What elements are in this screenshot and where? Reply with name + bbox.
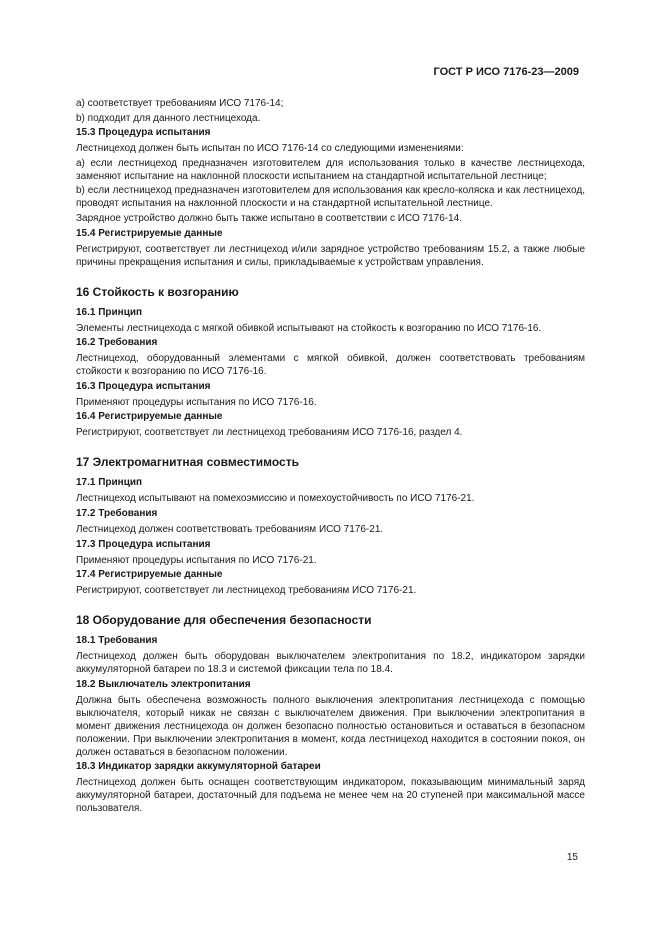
heading-16-4: 16.4 Регистрируемые данные (76, 411, 223, 423)
section-title-16: 16 Стойкость к возгоранию (76, 284, 239, 299)
list-item-a: а) соответствует требованиям ИСО 7176-14; (76, 98, 284, 109)
heading-18-1: 18.1 Требования (76, 635, 158, 647)
paragraph-18-1: Лестницеход должен быть оборудован выключателем электропитания по 18.2, индикатором зарядки аккумуляторной батареи по 18.3 и системой фиксации тела по 18.4. (76, 651, 585, 676)
heading-15-4: 15.4 Регистрируемые данные (76, 227, 223, 239)
heading-17-3: 17.3 Процедура испытания (76, 538, 211, 550)
paragraph-16-2: Лестницеход, оборудованный элементами с мягкой обивкой, должен соответствовать требованиям стойкости к возгоранию по ИСО 7176-16. (76, 353, 585, 378)
section-title-17: 17 Электромагнитная совместимость (76, 455, 299, 470)
paragraph-17-4: Регистрируют, соответствует ли лестницеход требованиям ИСО 7176-21. (76, 585, 417, 597)
paragraph-15-3-1: Лестницеход должен быть испытан по ИСО 7176-14 со следующими изменениями: (76, 143, 464, 155)
heading-17-2: 17.2 Требования (76, 507, 158, 519)
paragraph-18-2: Должна быть обеспечена возможность полного выключения электропитания лестницехода с помощью выключателя, который никак не связан с выключателем движения. При выключении электропитания в момент движения лестницехода он должен безопасно полностью остановиться и оставаться в безопасном положении. При выключении электропитания в момент, когда лестницеход находится в состоянии покоя, он должен оставаться в безопасном положении. (76, 694, 585, 758)
paragraph-16-3: Применяют процедуры испытания по ИСО 7176-16. (76, 396, 317, 408)
heading-15-3: 15.3 Процедура испытания (76, 127, 211, 139)
paragraph-16-1: Элементы лестницехода с мягкой обивкой испытывают на стойкость к возгоранию по ИСО 7176-16. (76, 322, 542, 334)
paragraph-15-3-4: Зарядное устройство должно быть также испытано в соответствии с ИСО 7176-14. (76, 212, 463, 224)
document-code-header: ГОСТ Р ИСО 7176-23—2009 (433, 66, 579, 78)
page-content (76, 97, 585, 817)
heading-16-1: 16.1 Принцип (76, 306, 143, 318)
paragraph-17-1: Лестницеход испытывают на помехоэмиссию и помехоустойчивость по ИСО 7176-21. (76, 493, 475, 505)
paragraph-15-4-1: Регистрируют, соответствует ли лестницеход и/или зарядное устройство требованиям 15.2, а также любые причины прекращения испытания и силы, прикладываемые к устройствам управления. (76, 243, 585, 268)
heading-16-2: 16.2 Требования (76, 337, 158, 349)
paragraph-15-3-3: b) если лестницеход предназначен изготовителем для использования как кресло-коляска и как лестницеход, проводят испытания на наклонной плоскости и на стандартной испытательной лестнице. (76, 185, 585, 210)
page-number: 15 (566, 852, 578, 863)
heading-18-2: 18.2 Выключатель электропитания (76, 678, 251, 690)
heading-17-1: 17.1 Принцип (76, 477, 143, 489)
heading-16-3: 16.3 Процедура испытания (76, 380, 211, 392)
list-item-b: b) подходит для данного лестницехода. (76, 112, 261, 124)
paragraph-16-4: Регистрируют, соответствует ли лестницеход требованиям ИСО 7176-16, раздел 4. (76, 427, 463, 439)
heading-17-4: 17.4 Регистрируемые данные (76, 569, 223, 581)
heading-18-3: 18.3 Индикатор зарядки аккумуляторной батареи (76, 761, 321, 773)
paragraph-15-3-2: а) если лестницеход предназначен изготовителем для использования только в качестве лестницехода, заменяют испытание на наклонной плоскости испытанием на стандартной испытательной лестнице; (76, 157, 585, 182)
paragraph-17-3: Применяют процедуры испытания по ИСО 7176-21. (76, 554, 317, 566)
paragraph-18-3: Лестницеход должен быть оснащен соответствующим индикатором, показывающим минимальный заряд аккумуляторной батареи, достаточный для подъема не менее чем на 20 ступеней при максимальной массе пользователя. (76, 777, 585, 815)
paragraph-17-2: Лестницеход должен соответствовать требованиям ИСО 7176-21. (76, 523, 384, 535)
section-title-18: 18 Оборудование для обеспечения безопасности (76, 613, 372, 628)
